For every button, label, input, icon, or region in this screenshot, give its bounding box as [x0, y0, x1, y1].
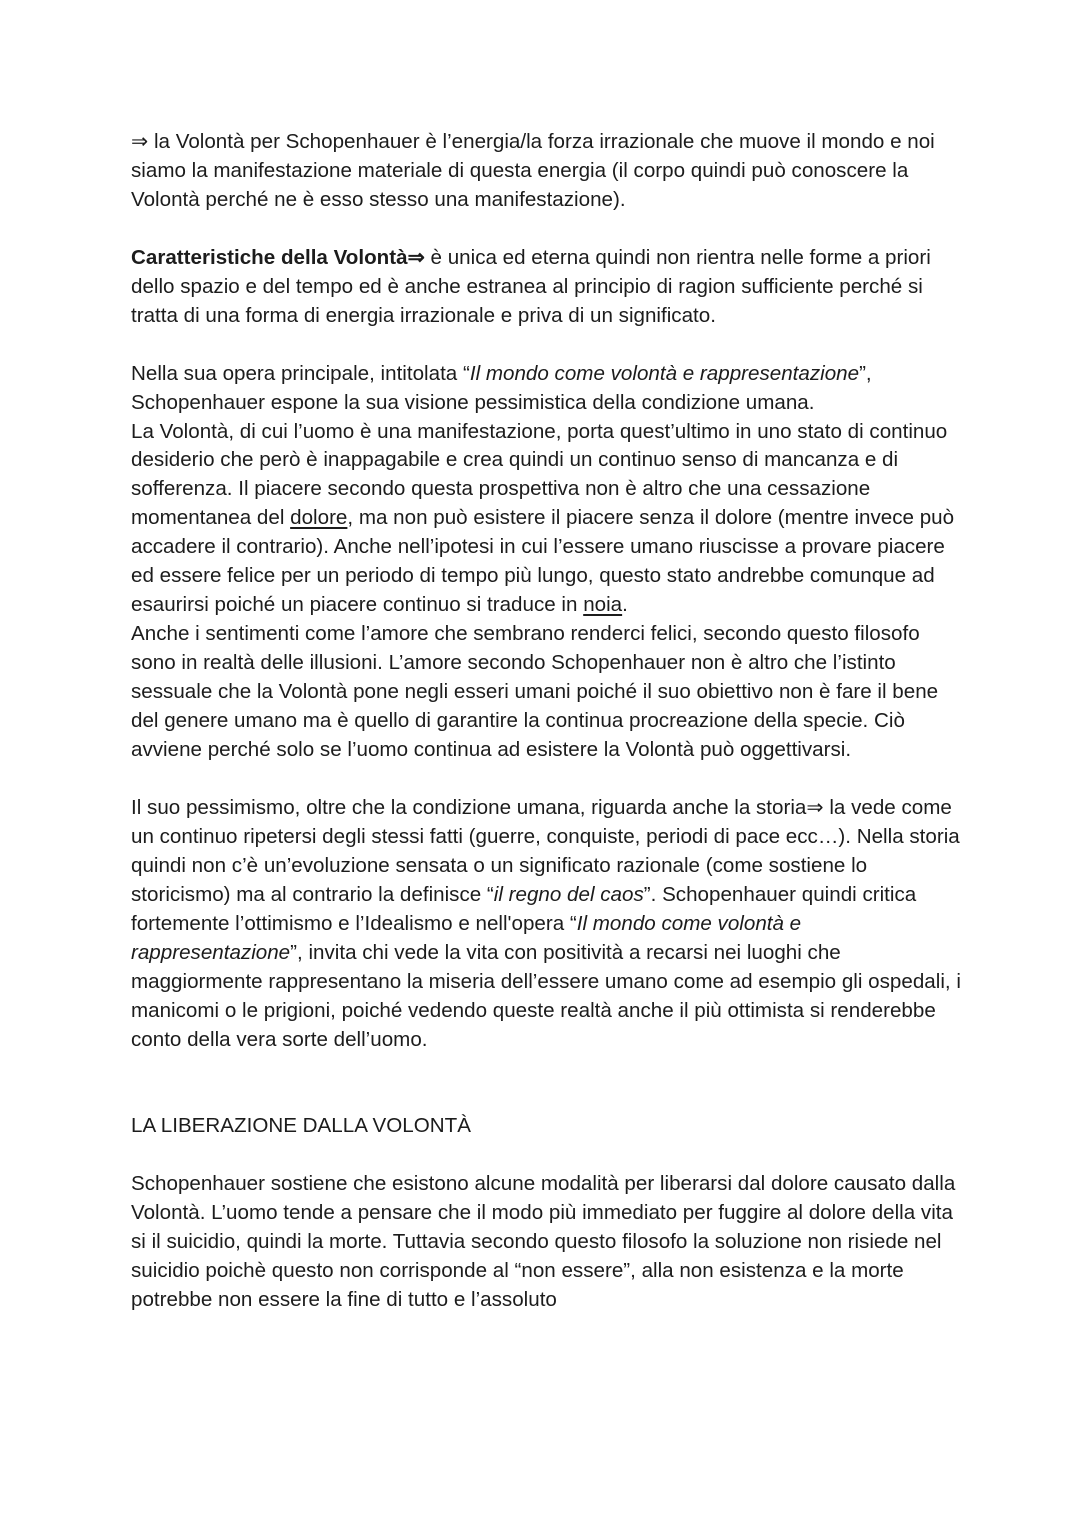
paragraph-opera-principale: [131, 360, 961, 418]
text-run: Il suo pessimismo, oltre che la condizione umana, riguarda anche la storia⇒ la vede come un continuo ripetersi degli stessi fatti (guerre, conquiste, periodi di pace ecc…). Nella storia quindi non c’è un’evoluzione sensata o un significato razionale (come sostiene lo storicismo) ma al contrario la definisce “: [131, 795, 960, 906]
spacer: [131, 1054, 961, 1112]
spacer: [131, 765, 961, 794]
spacer: [131, 331, 961, 360]
text-run: La Volontà, di cui l’uomo è una manifestazione, porta quest’ultimo in uno stato di continuo desiderio che però è inappagabile e crea quindi un continuo senso di mancanza e di sofferenza. Il piacere secondo questa prospettiva non è altro che una cessazione momentanea del: [131, 419, 948, 530]
paragraph-liberazione: Schopenhauer sostiene che esistono alcune modalità per liberarsi dal dolore causato dalla Volontà. L’uomo tende a pensare che il modo più immediato per fuggire al dolore della vita si il suicidio, quindi la morte. Tuttavia secondo questo filosofo la soluzione non risiede nel suicidio poichè questo non corrisponde al “non essere”, alla non esistenza e la morte potrebbe non essere la fine di tutto e l’assoluto: [131, 1172, 956, 1312]
text-run: ”, invita chi vede la vita con positività a recarsi nei luoghi che maggiormente rappresentano la miseria dell’essere umano come ad esempio gli ospedali, i manicomi o le prigioni, poiché vedendo queste realtà anche il più ottimista si renderebbe conto della vera sorte dell’uomo.: [131, 940, 961, 1051]
text-run: .: [622, 593, 628, 617]
section-heading: LA LIBERAZIONE DALLA VOLONTÀ: [131, 1114, 471, 1138]
text-run: , ma non può esistere il piacere senza il dolore (mentre invece può accadere il contrario). Anche nell’ipotesi in cui l’essere umano riuscisse a provare piacere ed essere felice per un periodo di tempo più lungo, questo stato andrebbe comunque ad esaurirsi poiché un piacere continuo si traduce in: [131, 506, 955, 617]
document-page: [131, 128, 961, 1315]
text-run: ”, Schopenhauer espone la sua visione pessimistica della condizione umana.: [131, 361, 872, 414]
caratteristiche-text: è unica ed eterna quindi non rientra nelle forme a priori dello spazio e del tempo ed è anche estranea al principio di ragion sufficiente perché si tratta di una forma di energia irrazionale e priva di un significato.: [131, 245, 931, 327]
underlined-noia: noia: [583, 593, 623, 617]
underlined-dolore: dolore: [290, 506, 348, 530]
italic-regno-del-caos: il regno del caos: [493, 882, 644, 906]
caratteristiche-label: Caratteristiche della Volontà⇒: [131, 245, 425, 269]
text-run: ”. Schopenhauer quindi critica fortemente l’ottimismo e l’Idealismo e nell'opera “: [131, 882, 917, 935]
paragraph-pessimismo-storia: [131, 794, 961, 1055]
text-run: Nella sua opera principale, intitolata “: [131, 361, 470, 385]
spacer: [131, 215, 961, 244]
spacer: [131, 1141, 961, 1170]
book-title: Il mondo come volontà e rappresentazione: [131, 911, 802, 964]
paragraph-amore: Anche i sentimenti come l’amore che sembrano renderci felici, secondo questo filosofo sono in realtà delle illusioni. L’amore secondo Schopenhauer non è altro che l’istinto sessuale che la Volontà pone negli esseri umani poiché il suo obiettivo non è fare il bene del genere umano ma è quello di garantire la continua procreazione della specie. Ciò avviene perché solo se l’uomo continua ad esistere la Volontà può oggettivarsi.: [131, 622, 939, 761]
paragraph-desiderio: [131, 418, 961, 621]
book-title: Il mondo come volontà e rappresentazione: [469, 361, 860, 385]
paragraph-caratteristiche: [131, 244, 961, 331]
paragraph-volonta-definition: ⇒ la Volontà per Schopenhauer è l’energia/la forza irrazionale che muove il mondo e noi siamo la manifestazione materiale di questa energia (il corpo quindi può conoscere la Volontà perché ne è esso stesso una manifestazione).: [131, 130, 935, 211]
